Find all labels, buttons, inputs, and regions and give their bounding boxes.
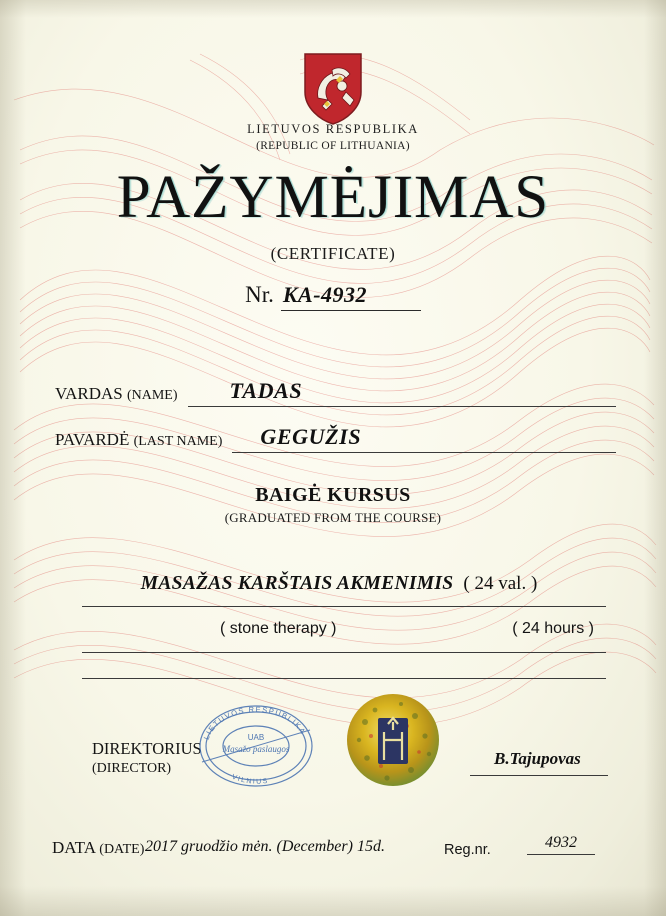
course-name-lt: MASAŽAS KARŠTAIS AKMENIMIS <box>140 573 454 594</box>
date-label <box>52 838 144 858</box>
field-lastname-label <box>55 430 222 453</box>
certificate-number-value: KA-4932 <box>281 282 421 311</box>
official-stamp <box>196 700 316 792</box>
country-line-lt: LIETUVOS RESPUBLIKA <box>247 122 419 136</box>
field-name <box>55 378 616 407</box>
graduated-line-lt: BAIGĖ KURSUS <box>255 484 411 506</box>
certificate-number-label: Nr. <box>245 282 274 307</box>
page-title-translation: (CERTIFICATE) <box>270 244 396 263</box>
field-name-label-en: (NAME) <box>126 388 178 403</box>
field-lastname-label-lt: PAVARDĖ <box>55 430 130 449</box>
stamp-text-top: LIETUVOS RESPUBLIKA <box>201 704 308 741</box>
course-rule-2 <box>82 652 606 653</box>
date-label-en: (DATE) <box>99 842 145 857</box>
course-row <box>70 573 608 595</box>
stamp-text-name: Masažo paslaugos <box>222 744 290 754</box>
registration-label: Reg.nr. <box>444 842 491 858</box>
course-rule-3 <box>82 678 606 679</box>
course-hours-lt: ( 24 val. ) <box>463 573 538 594</box>
coat-of-arms <box>0 52 666 126</box>
director-label-lt: DIREKTORIUS <box>92 739 202 758</box>
field-name-value: TADAS <box>229 378 303 403</box>
field-lastname-label-en: (LAST NAME) <box>133 434 223 449</box>
stamp-text-bottom: VILNIUS <box>230 773 270 786</box>
date-label-lt: DATA <box>52 838 96 857</box>
signature-rule <box>470 775 608 776</box>
field-name-label <box>55 384 178 407</box>
course-hours-en: ( 24 hours ) <box>512 620 594 637</box>
director-signature: B.Tajupovas <box>494 749 581 768</box>
graduated-line-en: (GRADUATED FROM THE COURSE) <box>224 510 442 525</box>
certificate-number-row <box>0 282 666 311</box>
director-label-en: (DIRECTOR) <box>92 761 172 777</box>
stamp-text-mid: UAB <box>247 733 265 742</box>
course-rule-1 <box>82 606 606 607</box>
page-title: PAŽYMĖJIMAS <box>116 164 550 231</box>
embossed-seal <box>345 692 441 788</box>
director-label <box>92 738 202 779</box>
field-lastname-underline <box>232 424 616 453</box>
field-lastname-value: GEGUŽIS <box>260 424 362 449</box>
field-lastname <box>55 424 616 453</box>
date-value: 2017 gruodžio mėn. (December) 15d. <box>145 838 385 855</box>
course-name-en: ( stone therapy ) <box>220 620 337 637</box>
country-line-en: (REPUBLIC OF LITHUANIA) <box>256 140 410 152</box>
field-name-label-lt: VARDAS <box>55 384 123 403</box>
field-name-underline <box>188 378 616 407</box>
registration-value: 4932 <box>527 834 595 855</box>
